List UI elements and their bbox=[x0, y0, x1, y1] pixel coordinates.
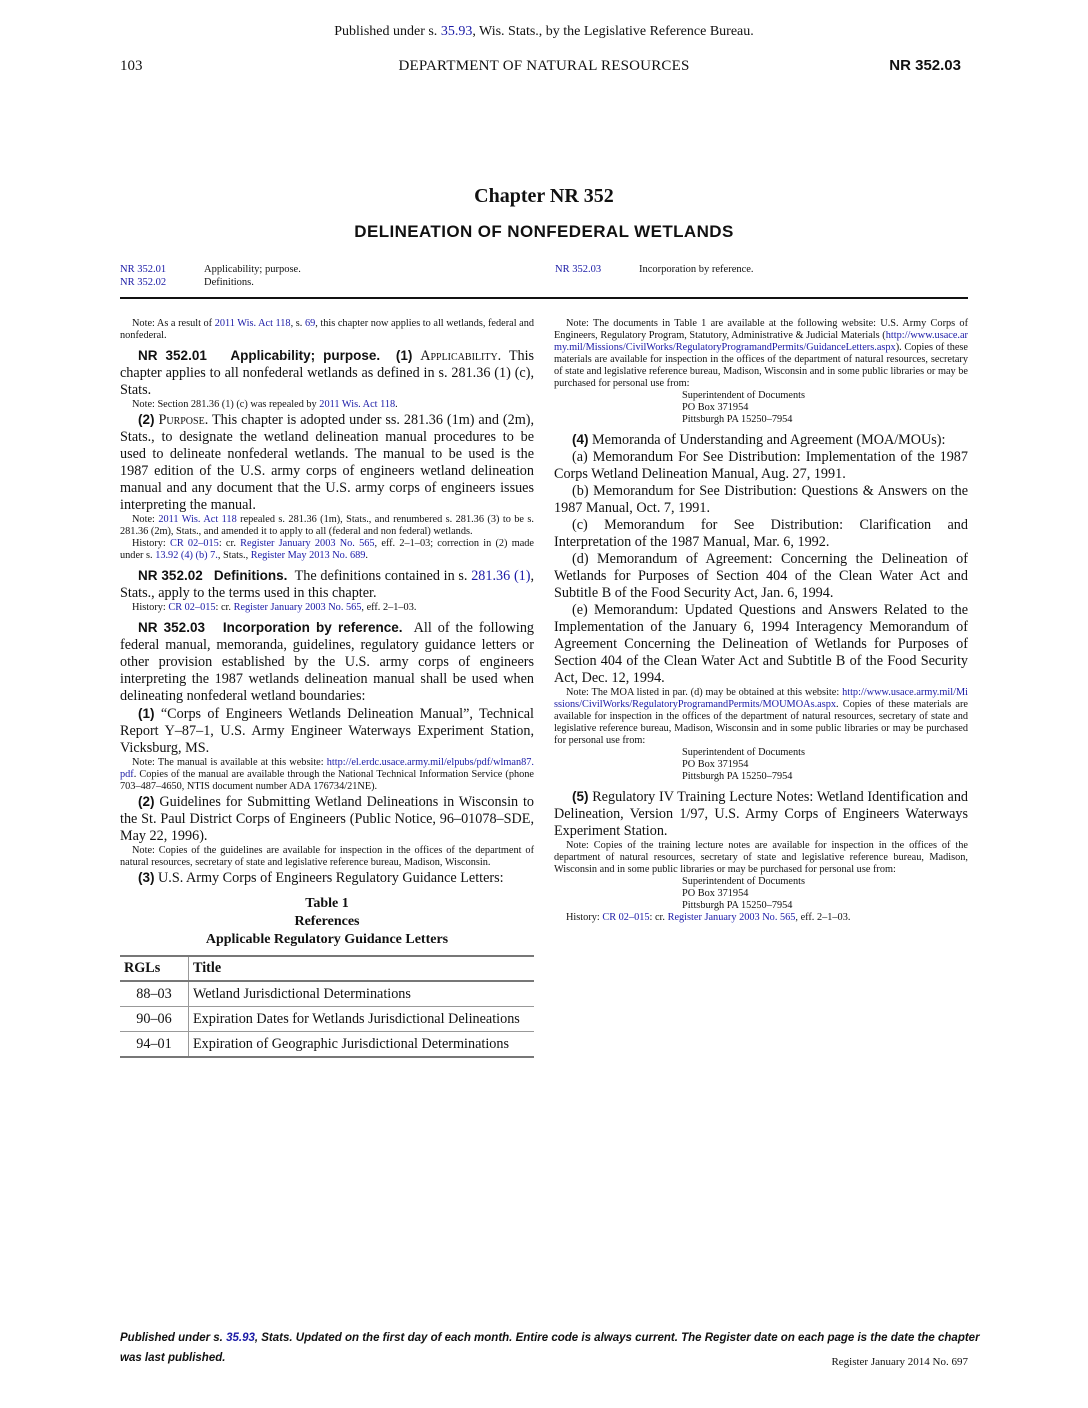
note-repealed bbox=[120, 399, 534, 411]
footer-statute-link[interactable]: 35.93 bbox=[226, 1332, 255, 1344]
running-head: NR 352.03 bbox=[889, 57, 961, 74]
table-row bbox=[120, 981, 534, 1007]
link-cr-02-015[interactable]: CR 02–015 bbox=[602, 912, 650, 923]
table-header-row bbox=[120, 956, 534, 981]
toc-divider bbox=[120, 297, 968, 299]
section-title: Incorporation by reference. bbox=[222, 620, 403, 635]
section-number: NR 352.03 bbox=[138, 620, 205, 635]
note-table-documents bbox=[554, 318, 968, 390]
note-text: Note: The MOA listed in par. (d) may be obtained at this website: bbox=[566, 687, 840, 698]
section-text: Regulatory IV Training Lecture Notes: Wetland Identification and Delineation, Version 1/97, U.S. Army Corps of Engineers Waterways Experiment Station. bbox=[554, 789, 969, 839]
toc-link-352-02[interactable]: NR 352.02 bbox=[120, 277, 167, 288]
note-text: ). Copies of these materials are available for inspection in the offices of the department of natural resources, secretary of state and legislative reference bureau, Madison, Wisconsin and in some public libraries or may be purchased for personal use from: bbox=[554, 342, 968, 389]
note-act-118 bbox=[120, 318, 534, 342]
history-label: History: bbox=[132, 538, 166, 549]
section-text: Memoranda of Understanding and Agreement (MOA/MOUs): bbox=[592, 432, 946, 448]
subsection-4 bbox=[554, 431, 968, 449]
link-2011-act-118[interactable]: 2011 Wis. Act 118 bbox=[158, 514, 237, 525]
subsection-3 bbox=[120, 869, 534, 887]
history-352-02 bbox=[120, 602, 534, 614]
history-352-03 bbox=[554, 912, 968, 924]
note-text: , this chapter now applies to all wetlands, federal and nonfederal. bbox=[120, 318, 535, 341]
subsection-2 bbox=[120, 793, 534, 845]
table-cell-title: Expiration Dates for Wetlands Jurisdictional Delineations bbox=[189, 1007, 535, 1032]
mailing-address bbox=[554, 876, 968, 912]
subsection-purpose bbox=[120, 411, 534, 514]
link-section-69[interactable]: 69 bbox=[304, 318, 316, 329]
table-cell-rgl: 88–03 bbox=[120, 981, 189, 1007]
chapter-title: Chapter NR 352 bbox=[474, 185, 614, 207]
footer-text: , Stats. Updated on the first day of each month. Entire code is always current. The Register date on each page is the date the chapter was last published. bbox=[120, 1332, 980, 1364]
link-manual-pdf[interactable]: http://el.erdc.usace.army.mil/elpubs/pdf/wlman87.pdf bbox=[120, 757, 534, 780]
references-table bbox=[120, 955, 534, 1058]
link-register-2013[interactable]: Register May 2013 No. 689 bbox=[250, 550, 366, 561]
subsection-number: (4) bbox=[572, 432, 589, 447]
link-statute-281-36[interactable]: 281.36 (1) bbox=[471, 568, 531, 584]
section-number: NR 352.01 bbox=[138, 348, 207, 363]
note-text: . Copies of these materials are available for inspection in the offices of the department of natural resources, secretary of state and legislative reference bureau, Madison, Wisconsin and in some public libraries or may be purchased for personal use from: bbox=[554, 699, 968, 746]
subsection-number: (3) bbox=[138, 870, 155, 885]
subsection-1 bbox=[120, 705, 534, 757]
note-text: Note: As a result of bbox=[132, 318, 213, 329]
subsection-number: (2) bbox=[138, 794, 155, 809]
history-text: , eff. 2–1–03; correction in (2) made under s. bbox=[120, 538, 534, 561]
column-header-title: Title bbox=[189, 956, 535, 981]
table-cell-rgl: 94–01 bbox=[120, 1032, 189, 1058]
mailing-address bbox=[554, 390, 968, 426]
note-guidelines: Note: Copies of the guidelines are available for inspection in the offices of the department of natural resources, secretary of state and legislative reference bureau, Madison, Wisconsin. bbox=[120, 845, 534, 868]
history-text: , eff. 2–1–03. bbox=[795, 912, 851, 923]
history-text: . bbox=[365, 550, 368, 561]
note-text: Note: Section 281.36 (1) (c) was repealed by bbox=[132, 399, 317, 410]
paragraph-a: (a) Memorandum For See Distribution: Implementation of the 1987 Corps Wetland Delineation Manual, Aug. 27, 1991. bbox=[554, 449, 968, 482]
address-line: Superintendent of Documents bbox=[682, 390, 805, 401]
paragraph-b: (b) Memorandum for See Distribution: Questions & Answers on the 1987 Manual, Oct. 7, 1991. bbox=[554, 483, 968, 516]
note-text: Note: The manual is available at this website: bbox=[132, 757, 324, 768]
subsection-title: Applicability. bbox=[420, 348, 502, 364]
top-line-text: Published under s. bbox=[334, 24, 438, 39]
mailing-address bbox=[554, 747, 968, 783]
note-training: Note: Copies of the training lecture notes are available for inspection in the offices of the department of natural resources, secretary of state and legislative reference bureau, Madison, Wisconsin and in some public libraries or may be purchased for personal use from: bbox=[554, 840, 968, 875]
toc-link-352-01[interactable]: NR 352.01 bbox=[120, 264, 167, 275]
address-line: PO Box 371954 bbox=[682, 888, 749, 899]
subsection-5 bbox=[554, 788, 968, 840]
history-text: : cr. bbox=[649, 912, 665, 923]
history-text: , eff. 2–1–03. bbox=[361, 602, 417, 613]
page-number: 103 bbox=[120, 58, 143, 74]
history-label: History: bbox=[132, 602, 166, 613]
section-text: The definitions contained in s. bbox=[294, 568, 468, 584]
statute-link-35-93[interactable]: 35.93 bbox=[440, 24, 473, 39]
toc-item bbox=[120, 276, 301, 289]
address-line: Superintendent of Documents bbox=[682, 747, 805, 758]
address-line: Pittsburgh PA 15250–7954 bbox=[682, 900, 793, 911]
note-text: Note: The documents in Table 1 are available at the following website: U.S. Army Corps of Engineers, Regulatory Program, Statutory, Administrative & Judicial Materials ( bbox=[554, 318, 968, 341]
subsection-number: (2) bbox=[138, 412, 155, 427]
history-text: : cr. bbox=[218, 538, 236, 549]
section-title: Definitions. bbox=[213, 568, 288, 583]
table-number: Table 1 bbox=[305, 896, 349, 911]
link-2011-act-118[interactable]: 2011 Wis. Act 118 bbox=[214, 318, 291, 329]
column-header-rgls: RGLs bbox=[120, 956, 189, 981]
link-2011-act-118[interactable]: 2011 Wis. Act 118 bbox=[319, 399, 396, 410]
subsection-title: Purpose. bbox=[158, 412, 209, 428]
top-line-text-end: , Wis. Stats., by the Legislative Reference Bureau. bbox=[472, 24, 754, 39]
section-text: This chapter is adopted under ss. 281.36 (1m) and (2m), Stats., to designate the wetland delineation manual procedures to be used to delineate nonfederal wetlands. The manual to be used is the 1987 edition of the U.S. army corps of engineers wetland delineation manual and any document that the U.S. army corps of engineers issues interpreting the manual. bbox=[120, 412, 534, 513]
link-register-2003[interactable]: Register January 2003 No. 565 bbox=[240, 538, 375, 549]
history-label: History: bbox=[566, 912, 600, 923]
section-352-03 bbox=[120, 619, 534, 705]
note-moa bbox=[554, 687, 968, 747]
section-352-01 bbox=[120, 347, 534, 399]
table-cell-title: Wetland Jurisdictional Determinations bbox=[189, 981, 535, 1007]
section-title: Applicability; purpose. bbox=[230, 348, 381, 363]
history-352-01 bbox=[120, 538, 534, 562]
note-renumbered bbox=[120, 514, 534, 538]
table-cell-rgl: 90–06 bbox=[120, 1007, 189, 1032]
note-text: . Copies of the manual are available through the National Technical Information Service (phone 703–487–4650, NTIS document number ADA 176734/21NE). bbox=[120, 769, 534, 792]
note-text: , s. bbox=[290, 318, 303, 329]
address-line: PO Box 371954 bbox=[682, 759, 749, 770]
table-subtitle: Applicable Regulatory Guidance Letters bbox=[205, 932, 449, 947]
toc-item-text: Applicability; purpose. bbox=[204, 264, 301, 275]
link-register-2003[interactable]: Register January 2003 No. 565 bbox=[233, 602, 362, 613]
table-caption bbox=[120, 895, 534, 949]
link-mou-moa[interactable]: http://www.usace.army.mil/Missions/CivilWorks/RegulatoryProgramandPermits/MOUMOAs.aspx bbox=[554, 687, 968, 710]
toc-item bbox=[555, 263, 754, 276]
address-line: Pittsburgh PA 15250–7954 bbox=[682, 771, 793, 782]
link-register-2003[interactable]: Register January 2003 No. 565 bbox=[667, 912, 796, 923]
left-column bbox=[120, 318, 534, 1058]
section-text: All of the following federal manual, memoranda, guidelines, regulatory guidance letters or other provision established by the U.S. army corps of engineers interpreting the 1987 wetlands delineation manual shall be used when delineating nonfederal wetland boundaries: bbox=[120, 620, 535, 704]
address-line: Pittsburgh PA 15250–7954 bbox=[682, 414, 793, 425]
note-text: . bbox=[395, 399, 398, 410]
note-text: repealed s. 281.36 (1m), Stats., and renumbered s. 281.36 (3) to be s. 281.36 (2m), Stats., and amended it to apply to all (federal and non federal) wetlands. bbox=[120, 514, 534, 537]
toc-link-352-03[interactable]: NR 352.03 bbox=[555, 264, 602, 275]
history-text: , Stats., bbox=[217, 550, 249, 561]
department-heading: DEPARTMENT OF NATURAL RESOURCES bbox=[398, 58, 690, 74]
table-row bbox=[120, 1032, 534, 1058]
paragraph-d: (d) Memorandum of Agreement: Concerning the Delineation of Wetlands for Purposes of Section 404 of the Clean Water Act and Subtitle B of the Food Security Act, Jan. 6, 1994. bbox=[554, 551, 968, 601]
subsection-number: (1) bbox=[395, 348, 413, 363]
history-text: : cr. bbox=[215, 602, 231, 613]
section-text: U.S. Army Corps of Engineers Regulatory Guidance Letters: bbox=[158, 870, 504, 886]
toc-item-text: Incorporation by reference. bbox=[639, 264, 754, 275]
section-352-02 bbox=[120, 567, 534, 602]
footer-text: Published under s. bbox=[120, 1332, 223, 1344]
toc-item-text: Definitions. bbox=[204, 277, 254, 288]
section-text: “Corps of Engineers Wetlands Delineation Manual”, Technical Report Y–87–1, U.S. Army Engineer Waterways Experiment Station, Vicksburg, MS. bbox=[120, 706, 534, 756]
link-cr-02-015[interactable]: CR 02–015 bbox=[168, 602, 216, 613]
top-publication-line bbox=[0, 24, 1088, 40]
toc-item bbox=[120, 263, 301, 276]
toc-right bbox=[555, 263, 754, 276]
link-cr-02-015[interactable]: CR 02–015 bbox=[169, 538, 219, 549]
section-text: Guidelines for Submitting Wetland Delineations in Wisconsin to the St. Paul District Corps of Engineers (Public Notice, 96–01078–SDE, May 22, 1996). bbox=[120, 794, 535, 844]
section-number: NR 352.02 bbox=[138, 568, 203, 583]
note-text: Note: bbox=[132, 514, 155, 525]
chapter-subtitle: DELINEATION OF NONFEDERAL WETLANDS bbox=[354, 222, 734, 241]
link-statute-13-92[interactable]: 13.92 (4) (b) 7. bbox=[155, 550, 218, 561]
table-title: References bbox=[294, 914, 360, 929]
register-date: Register January 2014 No. 697 bbox=[831, 1356, 968, 1368]
address-line: Superintendent of Documents bbox=[682, 876, 805, 887]
table-row bbox=[120, 1007, 534, 1032]
link-guidance-letters[interactable]: http://www.usace.army.mil/Missions/CivilWorks/RegulatoryProgramandPermits/GuidanceLetters.aspx bbox=[554, 330, 968, 353]
note-manual bbox=[120, 757, 534, 793]
paragraph-c: (c) Memorandum for See Distribution: Clarification and Interpretation of the 1987 Manual, Mar. 6, 1992. bbox=[554, 517, 968, 550]
address-line: PO Box 371954 bbox=[682, 402, 749, 413]
section-text: This chapter applies to all nonfederal wetlands as defined in s. 281.36 (1) (c), Stats. bbox=[120, 348, 535, 398]
toc-left bbox=[120, 263, 301, 289]
subsection-number: (1) bbox=[138, 706, 155, 721]
right-column bbox=[554, 318, 968, 924]
paragraph-e: (e) Memorandum: Updated Questions and Answers Related to the Implementation of the January 6, 1994 Interagency Memorandum of Agreement Concerning the Delineation of Wetlands for Purposes of Section 404 of the Clean Water Act and Subtitle B of the Food Security Act, Dec. 12, 1994. bbox=[554, 602, 968, 686]
subsection-number: (5) bbox=[572, 789, 589, 804]
section-text: , Stats., apply to the terms used in this chapter. bbox=[120, 568, 535, 601]
table-cell-title: Expiration of Geographic Jurisdictional Determinations bbox=[189, 1032, 535, 1058]
